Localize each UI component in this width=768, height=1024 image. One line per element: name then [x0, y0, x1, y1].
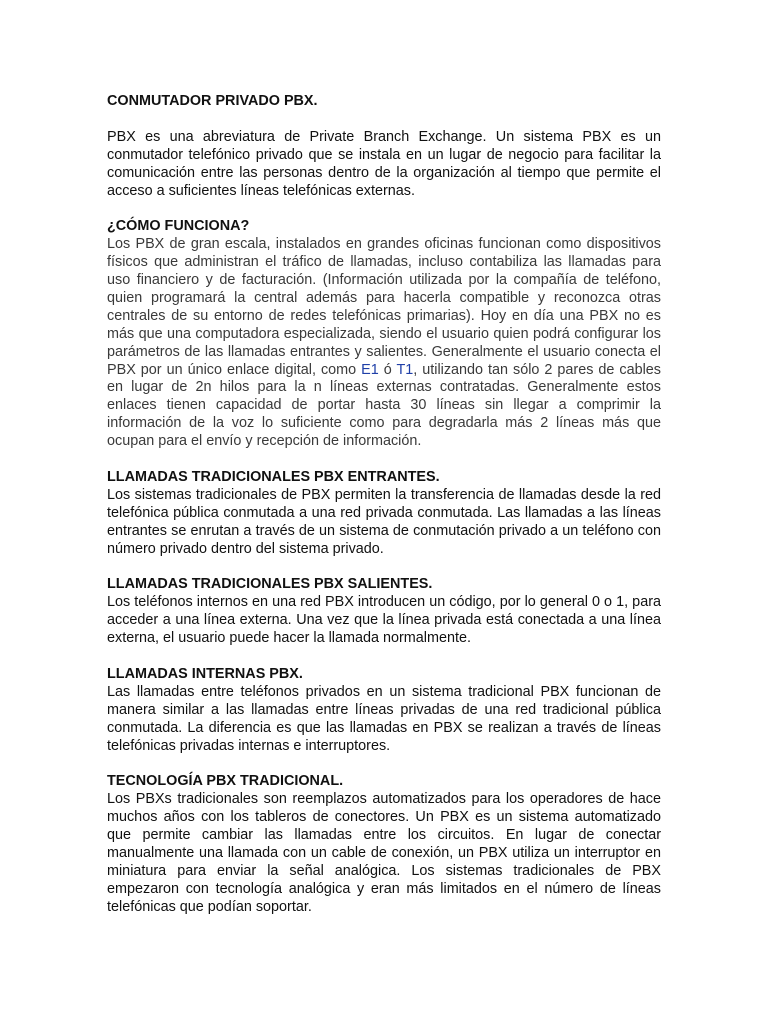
spacer	[107, 451, 661, 469]
section-tech-heading: TECNOLOGÍA PBX TRADICIONAL.	[107, 773, 344, 790]
section-how-text-before: Los PBX de gran escala, instalados en grandes oficinas funcionan como dispositivos físicos que administran el tráfico de llamadas, incluso contabiliza las llamadas para uso financiero y de facturación. (Información utilizada por la compañía de teléfono, quien programará la central además para hacerla compatible y reconozca otras centrales de su entorno de redes telefónicas primarias). Hoy en día una PBX no es más que una computadora especializada, siendo el usuario quien podrá configurar los parámetros de las llamadas entrantes y salientes. Generalmente el usuario conecta el PBX por un único enlace digital, como	[107, 236, 661, 378]
spacer	[107, 755, 661, 773]
spacer	[107, 648, 661, 666]
spacer	[107, 200, 661, 218]
section-incoming-paragraph: Los sistemas tradicionales de PBX permiten la transferencia de llamadas desde la red telefónica pública conmutada a una red privada conmutada. Las llamadas a las líneas entrantes se enrutan a través de un sistema de conmutación privado a un teléfono con número privado dentro del sistema privado.	[107, 486, 661, 557]
intro-paragraph: PBX es una abreviatura de Private Branch Exchange. Un sistema PBX es un conmutador telefónico privado que se instala en un lugar de negocio para facilitar la comunicación entre las personas dentro de la organización al tiempo que permite el acceso a suficientes líneas telefónicas externas.	[107, 128, 661, 199]
spacer	[107, 559, 661, 577]
section-internal-heading: LLAMADAS INTERNAS PBX.	[107, 665, 303, 682]
section-how-heading: ¿CÓMO FUNCIONA?	[107, 218, 250, 235]
section-incoming-heading: LLAMADAS TRADICIONALES PBX ENTRANTES.	[107, 468, 440, 485]
section-how-text-after: , utilizando tan sólo 2 pares de cables en lugar de 2n hilos para la n líneas externas contratadas. Generalmente estos enlaces tienen capacidad de portar hasta 30 líneas sin llegar a comprimir la información de la voz lo suficiente como para degradarla más 2 líneas más que ocupan para el envío y recepción de información.	[107, 361, 661, 450]
section-outgoing-heading: LLAMADAS TRADICIONALES PBX SALIENTES.	[107, 576, 433, 593]
section-internal-paragraph: Las llamadas entre teléfonos privados en un sistema tradicional PBX funcionan de manera similar a las llamadas entre líneas privadas de una red tradicional pública conmutada. La diferencia es que las llamadas en PBX se realizan a través de líneas telefónicas privadas internas e interruptores.	[107, 683, 661, 754]
section-how-paragraph	[107, 236, 661, 451]
section-how-connector: ó	[378, 361, 397, 378]
document-page	[107, 93, 661, 917]
link-t1[interactable]: T1	[396, 361, 414, 378]
spacer	[107, 111, 661, 129]
link-e1[interactable]: E1	[361, 361, 379, 378]
document-title: CONMUTADOR PRIVADO PBX.	[107, 93, 318, 109]
section-tech-paragraph: Los PBXs tradicionales son reemplazos automatizados para los operadores de hace muchos años con los tableros de conectores. Un PBX es un sistema automatizado que permite cambiar las llamadas entre los circuitos. En lugar de conectar manualmente una llamada con un cable de conexión, un PBX utiliza un interruptor en miniatura para enviar la señal analógica. Los sistemas tradicionales de PBX empezaron con tecnología analógica y eran más limitados en el número de líneas telefónicas que podían soportar.	[107, 791, 661, 915]
section-outgoing-paragraph: Los teléfonos internos en una red PBX introducen un código, por lo general 0 o 1, para acceder a una línea externa. Una vez que la línea privada está conectada a una línea externa, el usuario puede hacer la llamada normalmente.	[107, 594, 661, 647]
